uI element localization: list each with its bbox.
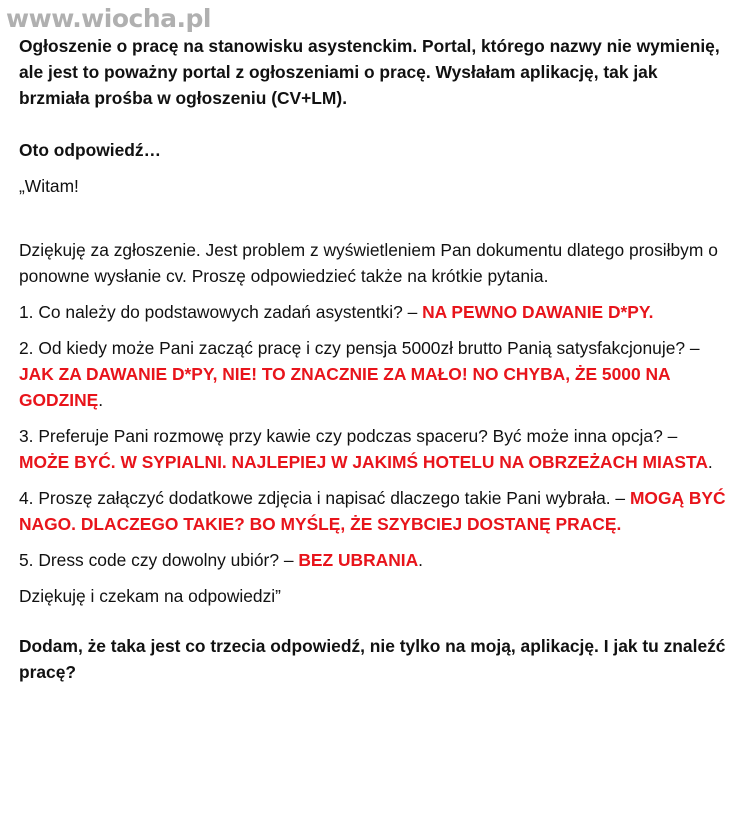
email-body: Dziękuję za zgłoszenie. Jest problem z wyświetleniem Pan dokumentu dlatego prosiłbym o ponowne wysłanie cv. Proszę odpowiedzieć także na krótkie pytania. <box>19 240 718 286</box>
question-text: 2. Od kiedy może Pani zacząć pracę i czy pensja 5000zł brutto Panią satysfakcjonuje? – <box>19 338 700 358</box>
document-body <box>19 33 731 685</box>
question-text: 3. Preferuje Pani rozmowę przy kawie czy podczas spaceru? Być może inna opcja? – <box>19 426 678 446</box>
question-text: 5. Dress code czy dowolny ubiór? – <box>19 550 299 570</box>
question-5 <box>19 547 731 573</box>
question-3 <box>19 423 731 475</box>
answer-end: . <box>648 302 654 322</box>
answer-end: . <box>98 390 104 410</box>
answer-heading: Oto odpowiedź… <box>19 140 162 160</box>
answer-text: BEZ UBRANIA <box>298 550 419 570</box>
answer-text: NA PEWNO DAWANIE D*PY <box>422 302 649 322</box>
answer-text: JAK ZA DAWANIE D*PY, NIE! TO ZNACZNIE ZA MAŁO! NO CHYBA, ŻE 5000 NA GODZINĘ <box>19 364 670 410</box>
question-text: 4. Proszę załączyć dodatkowe zdjęcia i napisać dlaczego takie Pani wybrała. – <box>19 488 630 508</box>
question-2 <box>19 335 731 413</box>
question-text: 1. Co należy do podstawowych zadań asystentki? – <box>19 302 423 322</box>
greeting: „Witam! <box>19 176 79 196</box>
question-1 <box>19 299 731 325</box>
conclusion-paragraph: Dodam, że taka jest co trzecia odpowiedź, nie tylko na moją, aplikację. I jak tu znaleźć pracę? <box>19 636 726 682</box>
closing-line: Dziękuję i czekam na odpowiedzi” <box>19 586 281 606</box>
answer-end: . <box>616 514 622 534</box>
answer-end: . <box>707 452 713 472</box>
watermark-logo: www.wiocha.pl <box>6 4 211 33</box>
answer-text: MOGĄ BYĆ NAGO. DLACZEGO TAKIE? BO MYŚLĘ, ŻE SZYBCIEJ DOSTANĘ PRACĘ <box>19 488 726 534</box>
answer-text: MOŻE BYĆ. W SYPIALNI. NAJLEPIEJ W JAKIMŚ HOTELU NA OBRZEŻACH MIASTA <box>19 452 708 472</box>
intro-paragraph: Ogłoszenie o pracę na stanowisku asystenckim. Portal, którego nazwy nie wymienię, ale jest to poważny portal z ogłoszeniami o pracę. Wysłałam aplikację, tak jak brzmiała prośba w ogłoszeniu (CV+LM). <box>19 36 720 108</box>
question-4 <box>19 485 731 537</box>
answer-end: . <box>418 550 424 570</box>
